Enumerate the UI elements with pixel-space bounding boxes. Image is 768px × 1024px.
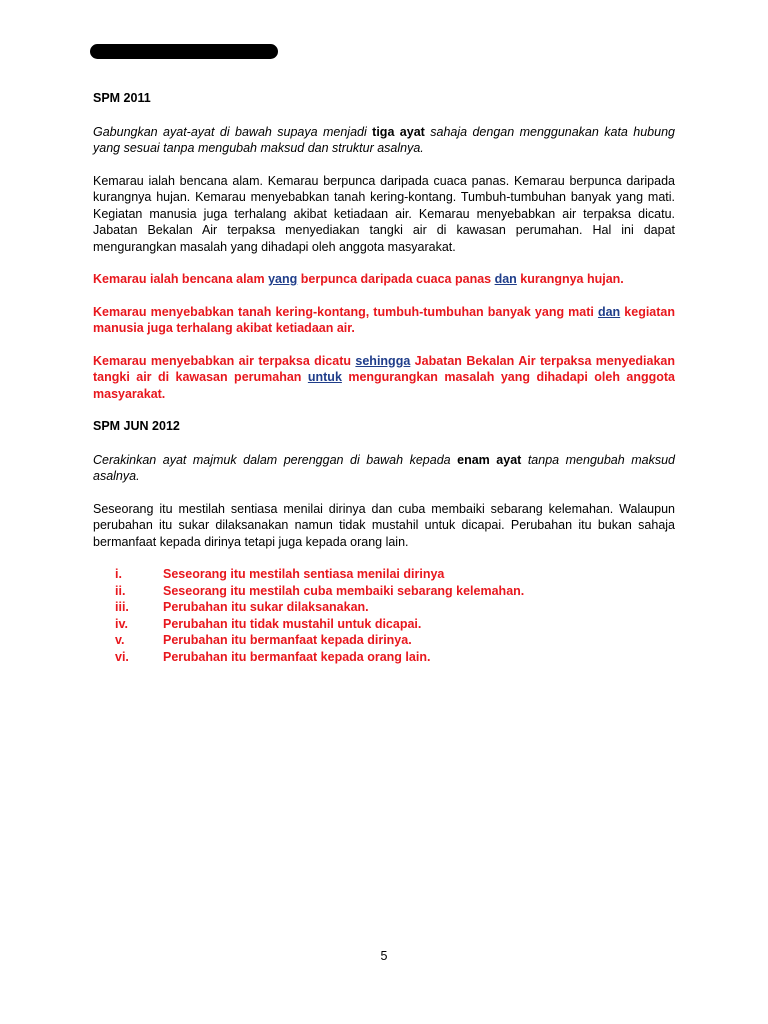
- instruction-text: sahaja dengan menggunakan kata hubung yang sesuai tanpa mengubah maksud dan struktur asalnya.: [93, 124, 675, 155]
- section-heading-spm-2011: SPM 2011: [93, 91, 151, 105]
- redaction-bar: [90, 44, 278, 59]
- list-item: [93, 566, 675, 583]
- list-item-text: Perubahan itu bermanfaat kepada orang lain.: [163, 649, 431, 664]
- list-item-number: iii.: [115, 600, 129, 614]
- page-content: [93, 90, 675, 665]
- list-item-number: vi.: [115, 649, 129, 664]
- answer-text: Kemarau menyebabkan air terpaksa dicatu: [93, 353, 356, 368]
- answer-text: Kemarau menyebabkan tanah kering-kontang, tumbuh-tumbuhan banyak yang mati: [93, 304, 598, 319]
- answer-text: mengurangkan masalah yang dihadapi oleh anggota masyarakat.: [93, 370, 675, 401]
- list-item-number: iv.: [115, 616, 128, 631]
- list-item-text: Seseorang itu mestilah cuba membaiki sebarang kelemahan.: [163, 583, 525, 598]
- answer-text: kegiatan manusia juga terhalang akibat ketiadaan air.: [93, 304, 675, 335]
- instruction-text: Gabungkan ayat-ayat di bawah supaya menjadi: [93, 124, 373, 139]
- instruction-paragraph: [93, 452, 675, 485]
- list-item: [93, 632, 675, 649]
- answer-text: Jabatan Bekalan Air terpaksa menyediakan tangki air di kawasan perumahan: [93, 353, 675, 384]
- list-item-text: Perubahan itu sukar dilaksanakan.: [163, 600, 369, 614]
- list-item-number: v.: [115, 633, 125, 647]
- list-item-number: i.: [115, 567, 122, 581]
- list-item: [93, 583, 675, 600]
- list-item-text: Seseorang itu mestilah sentiasa menilai dirinya: [163, 567, 445, 581]
- list-item: [93, 616, 675, 633]
- passage-paragraph: Seseorang itu mestilah sentiasa menilai dirinya dan cuba membaiki sebarang kelemahan. Walaupun perubahan itu sukar dilaksanakan namun tidak mustahil untuk dicapai. Perubahan itu bukan sahaja bermanfaat kepada dirinya tetapi juga kepada orang lain.: [93, 501, 675, 549]
- list-item-number: ii.: [115, 583, 126, 598]
- answer-text: kurangnya hujan.: [516, 272, 624, 286]
- instruction-emphasis: enam ayat: [457, 452, 522, 467]
- instruction-text: tanpa mengubah maksud asalnya.: [93, 452, 675, 483]
- page-number: 5: [380, 949, 388, 963]
- answer-sentence-3: [93, 353, 675, 403]
- connector-word: dan: [494, 272, 517, 286]
- connector-word: dan: [597, 304, 621, 319]
- instruction-paragraph: [93, 124, 675, 157]
- connector-word: sehingga: [355, 353, 411, 368]
- instruction-text: Cerakinkan ayat majmuk dalam perenggan di bawah kepada: [93, 452, 458, 467]
- instruction-emphasis: tiga ayat: [372, 124, 425, 139]
- list-item: [93, 599, 675, 616]
- list-item: [93, 649, 675, 666]
- list-item-text: Perubahan itu bermanfaat kepada dirinya.: [163, 633, 412, 647]
- section-heading-spm-jun-2012: SPM JUN 2012: [93, 419, 180, 433]
- connector-word: yang: [268, 272, 298, 286]
- answer-sentence-2: [93, 304, 675, 337]
- answer-sentence-1: [93, 271, 675, 288]
- answer-list: [93, 566, 675, 665]
- answer-text: Kemarau ialah bencana alam: [93, 272, 269, 286]
- passage-paragraph: Kemarau ialah bencana alam. Kemarau berpunca daripada cuaca panas. Kemarau berpunca daripada kurangnya hujan. Kemarau menyebabkan tanah kering-kontang. Tumbuh-tumbuhan banyak yang mati. Kegiatan manusia juga terhalang akibat ketiadaan air. Kemarau menyebabkan air terpaksa dicatu. Jabatan Bekalan Air terpaksa menyediakan tangki air di kawasan perumahan. Hal ini dapat mengurangkan masalah yang dihadapi oleh anggota masyarakat.: [93, 173, 675, 254]
- connector-word: untuk: [307, 370, 342, 384]
- list-item-text: Perubahan itu tidak mustahil untuk dicapai.: [163, 616, 422, 631]
- answer-text: berpunca daripada cuaca panas: [297, 272, 495, 286]
